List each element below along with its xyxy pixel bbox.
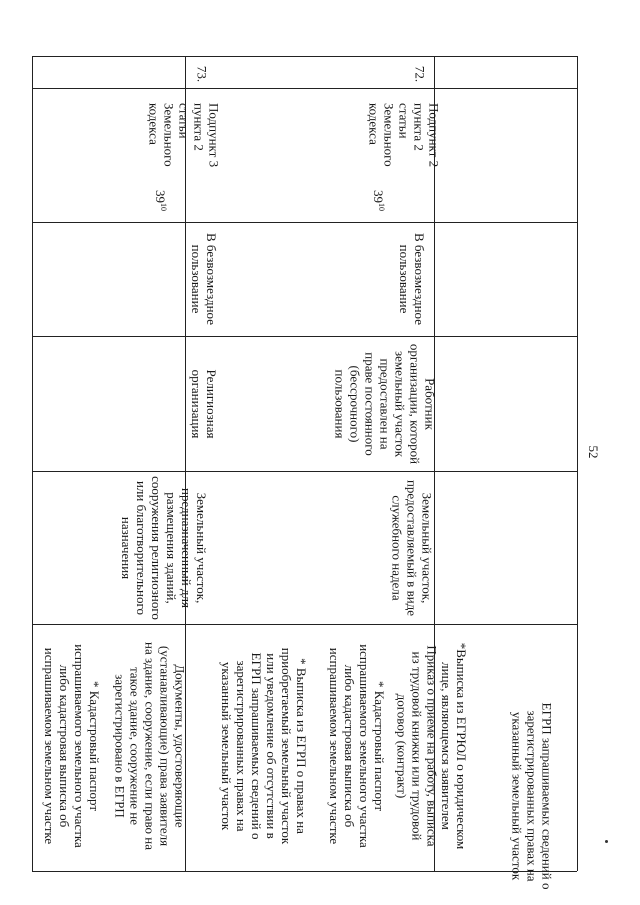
row-72-article-ref-sup: 10 [377, 203, 387, 211]
table-border-left [32, 56, 33, 871]
scan-speck [605, 840, 608, 843]
row-73-applicant: Религиозная организация [189, 369, 219, 439]
row-72-number: 72. [412, 65, 428, 83]
table-border-top [32, 56, 577, 57]
row-72-article-ref [371, 190, 389, 220]
row-72-right-type: В безвозмездное пользование [397, 233, 427, 325]
row-73-article-ref-base: 39 [152, 190, 168, 203]
row-72-article: Подпункт 2 пункта 2 статьи Земельного кодекса [366, 103, 442, 168]
row-72-plot: Земельный участок, предоставляемый в виде служебного надела [389, 479, 435, 617]
row-72-doc-1: Приказ о приеме на работу, выписка из трудовой книжки или трудовой договор (контракт) [394, 645, 440, 847]
top-doc-2: *Выписка из ЕГРЮЛ о юридическом лице, являющемся заявителем [439, 642, 469, 850]
column-divider [32, 471, 577, 472]
column-divider [32, 624, 577, 625]
row-73-number: 73. [194, 65, 210, 83]
row-72-doc-3: * Выписка из ЕГРП о правах на приобретаемый земельный участок или уведомление об отсутствии в ЕГРП запрашиваемых сведений о зарегистрированных правах на указанный земельный участок [219, 647, 309, 845]
page-number: 52 [586, 445, 601, 459]
top-doc-1: ЕГРП запрашиваемых сведений о зарегистрированных правах на указанный земельный участок [509, 702, 555, 890]
row-73-article-ref [153, 190, 171, 220]
column-divider [32, 336, 577, 337]
row-72-article-ref-base: 39 [370, 190, 386, 203]
column-divider [32, 88, 577, 89]
row-72-doc-2: * Кадастровый паспорт испрашиваемого земельного участка либо кадастровая выписка об испрашиваемом земельном участке [327, 644, 387, 848]
row-73-doc-2: * Кадастровый паспорт испрашиваемого земельного участка либо кадастровая выписка об испрашиваемом земельном участке [42, 644, 102, 848]
table-border-bottom [32, 871, 577, 872]
row-72-applicant: Работник организации, которой земельный участок предоставлен на праве постоянного (бессрочного) пользования [332, 343, 438, 465]
documents-table [32, 56, 577, 890]
row-73-right-type: В безвозмездное пользование [189, 233, 219, 325]
column-divider [32, 222, 577, 223]
row-73-article: Подпункт 3 пункта 2 статьи Земельного кодекса [146, 103, 222, 168]
row-73-article-ref-sup: 10 [159, 203, 169, 211]
row-73-plot: Земельный участок, предназначенный для размещения зданий, сооружения религиозного или благотворительного назначения [119, 476, 209, 620]
table-border-right [577, 56, 578, 871]
row-73-doc-1: Документы, удостоверяющие (устанавливающие) права заявителя на здание, сооружение, если право на такое здание, сооружение не зарегистрировано в ЕГРП [112, 642, 188, 850]
